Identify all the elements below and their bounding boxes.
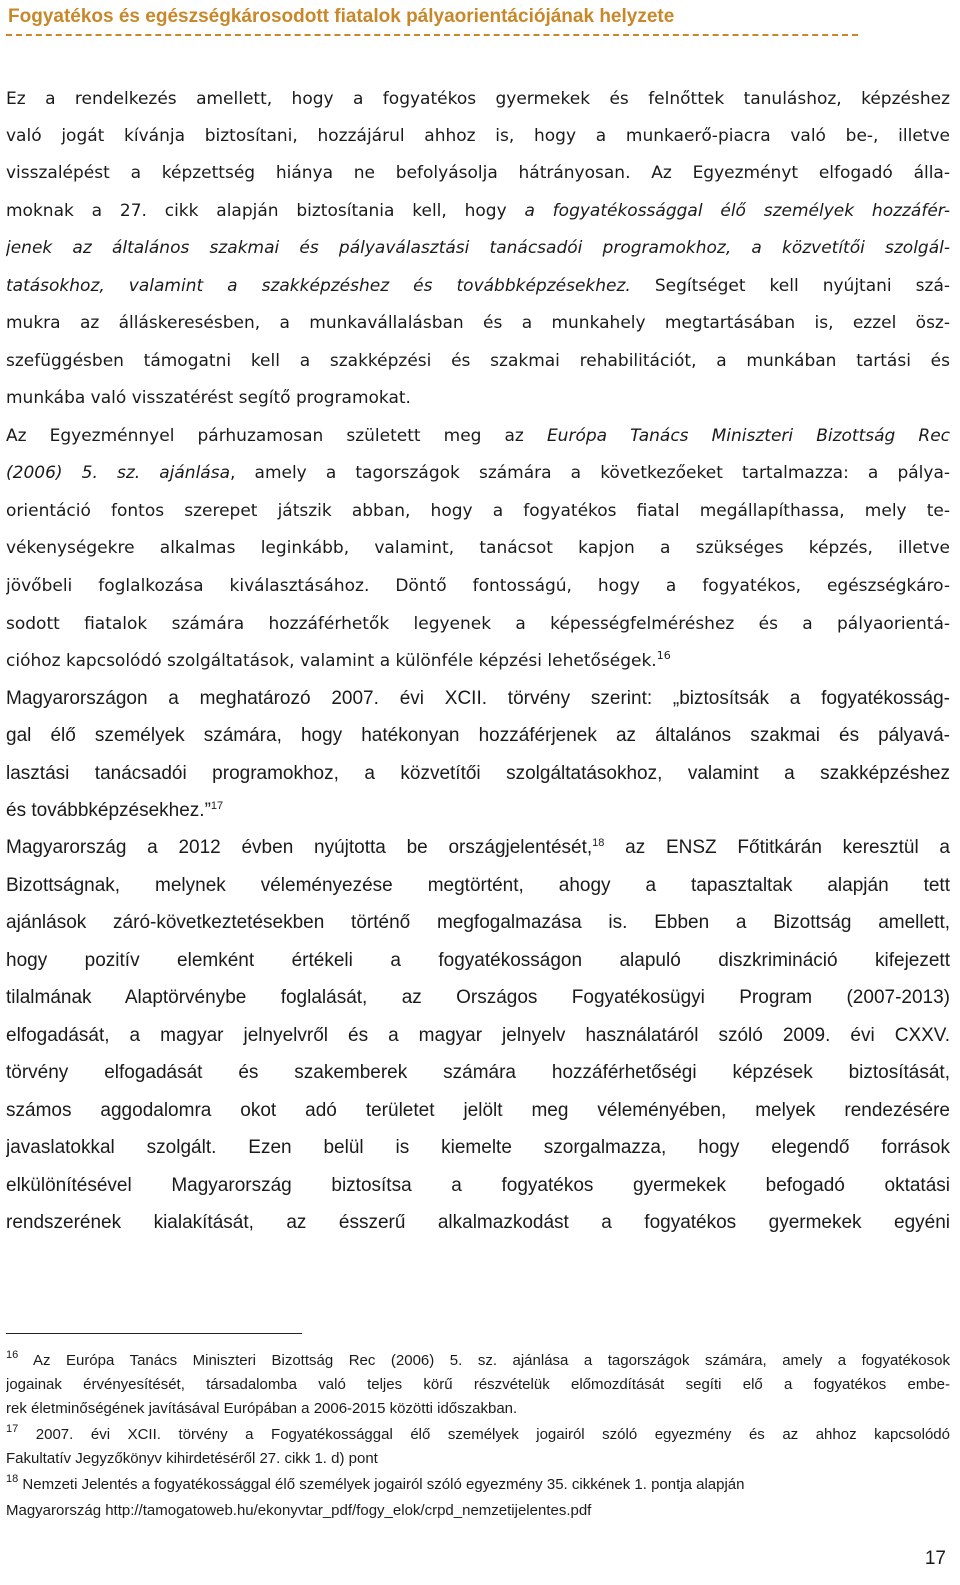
body-text-line bbox=[6, 121, 950, 151]
footnote-line bbox=[6, 1448, 950, 1470]
text-run: való jogát kívánja biztosítani, hozzájárul ahhoz is, hogy a munkaerő-piacra való be-, illetve bbox=[6, 126, 950, 146]
body-text-line bbox=[6, 684, 950, 714]
header-dashed-rule bbox=[6, 34, 858, 36]
text-run: hogy pozitív elemként értékeli a fogyatékosságon alapuló diszkrimináció kifejezett bbox=[6, 950, 950, 971]
body-text-line bbox=[6, 983, 950, 1013]
body-text-line bbox=[6, 571, 950, 601]
text-run: cióhoz kapcsolódó szolgáltatások, valamint a különféle képzési lehetőségek. bbox=[6, 651, 657, 671]
text-run: Az Európa Tanács Miniszteri Bizottság Rec (2006) 5. sz. ajánlása a tagországok számára, amely a fogyatékosok bbox=[18, 1352, 950, 1369]
body-text-line bbox=[6, 609, 950, 639]
text-run: Magyarország a 2012 évben nyújtotta be országjelentését, bbox=[6, 837, 593, 858]
body-text-line bbox=[6, 1021, 950, 1051]
body-text-line bbox=[6, 196, 950, 226]
body-text-line bbox=[6, 421, 950, 451]
body-text-line bbox=[6, 833, 950, 863]
text-run: Magyarország http://tamogatoweb.hu/ekonyvtar_pdf/fogy_elok/crpd_nemzetijelentes.pdf bbox=[6, 1502, 592, 1519]
text-run: Segítséget kell nyújtani szá- bbox=[630, 276, 950, 296]
text-run: elfogadását, a magyar jelnyelvről és a magyar jelnyelv használatáról szóló 2009. évi CXXV. bbox=[6, 1025, 950, 1046]
body-text-line bbox=[6, 946, 950, 976]
body-text-line bbox=[6, 233, 950, 263]
text-run: törvény elfogadását és szakemberek számára hozzáférhetőségi képzések biztosítását, bbox=[6, 1062, 950, 1083]
page-number: 17 bbox=[924, 1548, 946, 1569]
text-run: Fakultatív Jegyzőkönyv kihirdetéséről 27. cikk 1. d) pont bbox=[6, 1450, 378, 1467]
text-run: és továbbképzésekhez.” bbox=[6, 800, 211, 821]
footnote-reference: 16 bbox=[656, 649, 671, 662]
text-run: elkülönítésével Magyarország biztosítsa a fogyatékos gyermekek befogadó oktatási bbox=[6, 1175, 950, 1196]
text-run: sodott fiatalok számára hozzáférhetők legyenek a képességfelméréshez és a pályaorientá- bbox=[6, 614, 950, 634]
text-run: tilalmának Alaptörvénybe foglalását, az Országos Fogyatékosügyi Program (2007-2013) bbox=[6, 987, 950, 1008]
text-run: jogainak érvényesítését, társadalomba való teljes körű részvételük előmozdítását segíti elő a fogyatékos embe- bbox=[6, 1376, 950, 1393]
body-text-line bbox=[6, 759, 950, 789]
italic-text: a fogyatékossággal élő személyek hozzáfér- bbox=[524, 201, 950, 221]
footnote-line bbox=[6, 1474, 950, 1496]
text-run: moknak a 27. cikk alapján biztosítania kell, hogy bbox=[6, 201, 525, 221]
text-run: gal élő személyek számára, hogy hatékonyan hozzáférjenek az általános szakmai és pályavá- bbox=[6, 725, 950, 746]
body-text-line bbox=[6, 1058, 950, 1088]
text-run: Bizottságnak, melynek véleményezése megtörtént, ahogy a tapasztaltak alapján tett bbox=[6, 875, 950, 896]
body-text-line bbox=[6, 1171, 950, 1201]
text-run: jövőbeli foglalkozása kiválasztásához. Döntő fontosságú, hogy a fogyatékos, egészségkáro- bbox=[6, 576, 950, 596]
footnote-line bbox=[6, 1374, 950, 1396]
text-run: mukra az álláskeresésben, a munkavállalásban és a munkahely megtartásában is, ezzel ösz- bbox=[6, 313, 950, 333]
text-run: számos aggodalomra okot adó területet jelölt meg véleményében, melyek rendezésére bbox=[6, 1100, 950, 1121]
text-run: orientáció fontos szerepet játszik abban, hogy a fogyatékos fiatal megállapíthassa, mely te- bbox=[6, 501, 950, 521]
body-text-line bbox=[6, 346, 950, 376]
text-run: rek életminőségének javításával Európában a 2006-2015 közötti időszakban. bbox=[6, 1400, 518, 1417]
text-run: Az Egyezménnyel párhuzamosan született meg az bbox=[6, 426, 547, 446]
body-text-line bbox=[6, 383, 950, 413]
text-run: , amely a tagországok számára a következőeket tartalmazza: a pálya- bbox=[230, 463, 950, 483]
footnote-reference: 17 bbox=[6, 1424, 19, 1435]
body-text-line bbox=[6, 496, 950, 526]
body-text-line bbox=[6, 1133, 950, 1163]
body-text-line bbox=[6, 158, 950, 188]
footnote-separator bbox=[6, 1333, 302, 1334]
text-run: az ENSZ Főtitkárán keresztül a bbox=[604, 837, 950, 858]
body-text-line bbox=[6, 646, 950, 676]
text-run: javaslatokkal szolgált. Ezen belül is kiemelte szorgalmazza, hogy elegendő források bbox=[6, 1137, 950, 1158]
body-text-line bbox=[6, 84, 950, 114]
text-run: Magyarországon a meghatározó 2007. évi XCII. törvény szerint: „biztosítsák a fogyatékosság- bbox=[6, 688, 950, 709]
italic-text: jenek az általános szakmai és pályaválasztási tanácsadói programokhoz, a közvetítői szolgál- bbox=[6, 238, 950, 258]
body-text-line bbox=[6, 533, 950, 563]
body-text-line bbox=[6, 458, 950, 488]
text-run: Nemzeti Jelentés a fogyatékossággal élő személyek jogairól szóló egyezmény 35. cikkének 1. pontja alapján bbox=[18, 1476, 745, 1493]
footnote-reference: 17 bbox=[210, 800, 224, 812]
footnote-reference: 18 bbox=[6, 1474, 19, 1485]
footnote-reference: 18 bbox=[592, 837, 605, 849]
body-text-line bbox=[6, 871, 950, 901]
body-text-line bbox=[6, 1208, 950, 1238]
text-run: visszalépést a képzettség hiánya ne befolyásolja hátrányosan. Az Egyezményt elfogadó álla- bbox=[6, 163, 950, 183]
italic-text: tatásokhoz, valamint a szakképzéshez és továbbképzésekhez. bbox=[6, 276, 631, 296]
italic-text: (2006) 5. sz. ajánlása bbox=[6, 463, 231, 483]
running-header-title: Fogyatékos és egészségkárosodott fiatalok pályaorientációjának helyzete bbox=[8, 6, 675, 27]
body-text-line bbox=[6, 271, 950, 301]
footnote-line bbox=[6, 1500, 950, 1522]
body-text-line bbox=[6, 796, 950, 826]
text-run: munkába való visszatérést segítő programokat. bbox=[6, 388, 411, 408]
text-run: vékenységekre alkalmas leginkább, valamint, tanácsot kapjon a szükséges képzés, illetve bbox=[6, 538, 950, 558]
italic-text: Európa Tanács Miniszteri Bizottság Rec bbox=[546, 426, 950, 446]
footnote-line bbox=[6, 1398, 950, 1420]
body-text-line bbox=[6, 908, 950, 938]
body-text-line bbox=[6, 1096, 950, 1126]
text-run: lasztási tanácsadói programokhoz, a közvetítői szolgáltatásokhoz, valamint a szakképzéshez bbox=[6, 763, 950, 784]
body-text-line bbox=[6, 721, 950, 751]
footnote-line bbox=[6, 1350, 950, 1372]
footnote-reference: 16 bbox=[6, 1350, 19, 1361]
text-run: szefüggésben támogatni kell a szakképzési és szakmai rehabilitációt, a munkában tartási és bbox=[6, 351, 950, 371]
footnote-line bbox=[6, 1424, 950, 1446]
text-run: rendszerének kialakítását, az ésszerű alkalmazkodást a fogyatékos gyermekek egyéni bbox=[6, 1212, 950, 1233]
text-run: 2007. évi XCII. törvény a Fogyatékossággal élő személyek jogairól szóló egyezmény és az ahhoz kapcsolódó bbox=[18, 1426, 950, 1443]
body-text-line bbox=[6, 308, 950, 338]
text-run: ajánlások záró-következtetésekben történő megfogalmazása is. Ebben a Bizottság amellett, bbox=[6, 912, 950, 933]
text-run: Ez a rendelkezés amellett, hogy a fogyatékos gyermekek és felnőttek tanuláshoz, képzéshez bbox=[6, 89, 950, 109]
